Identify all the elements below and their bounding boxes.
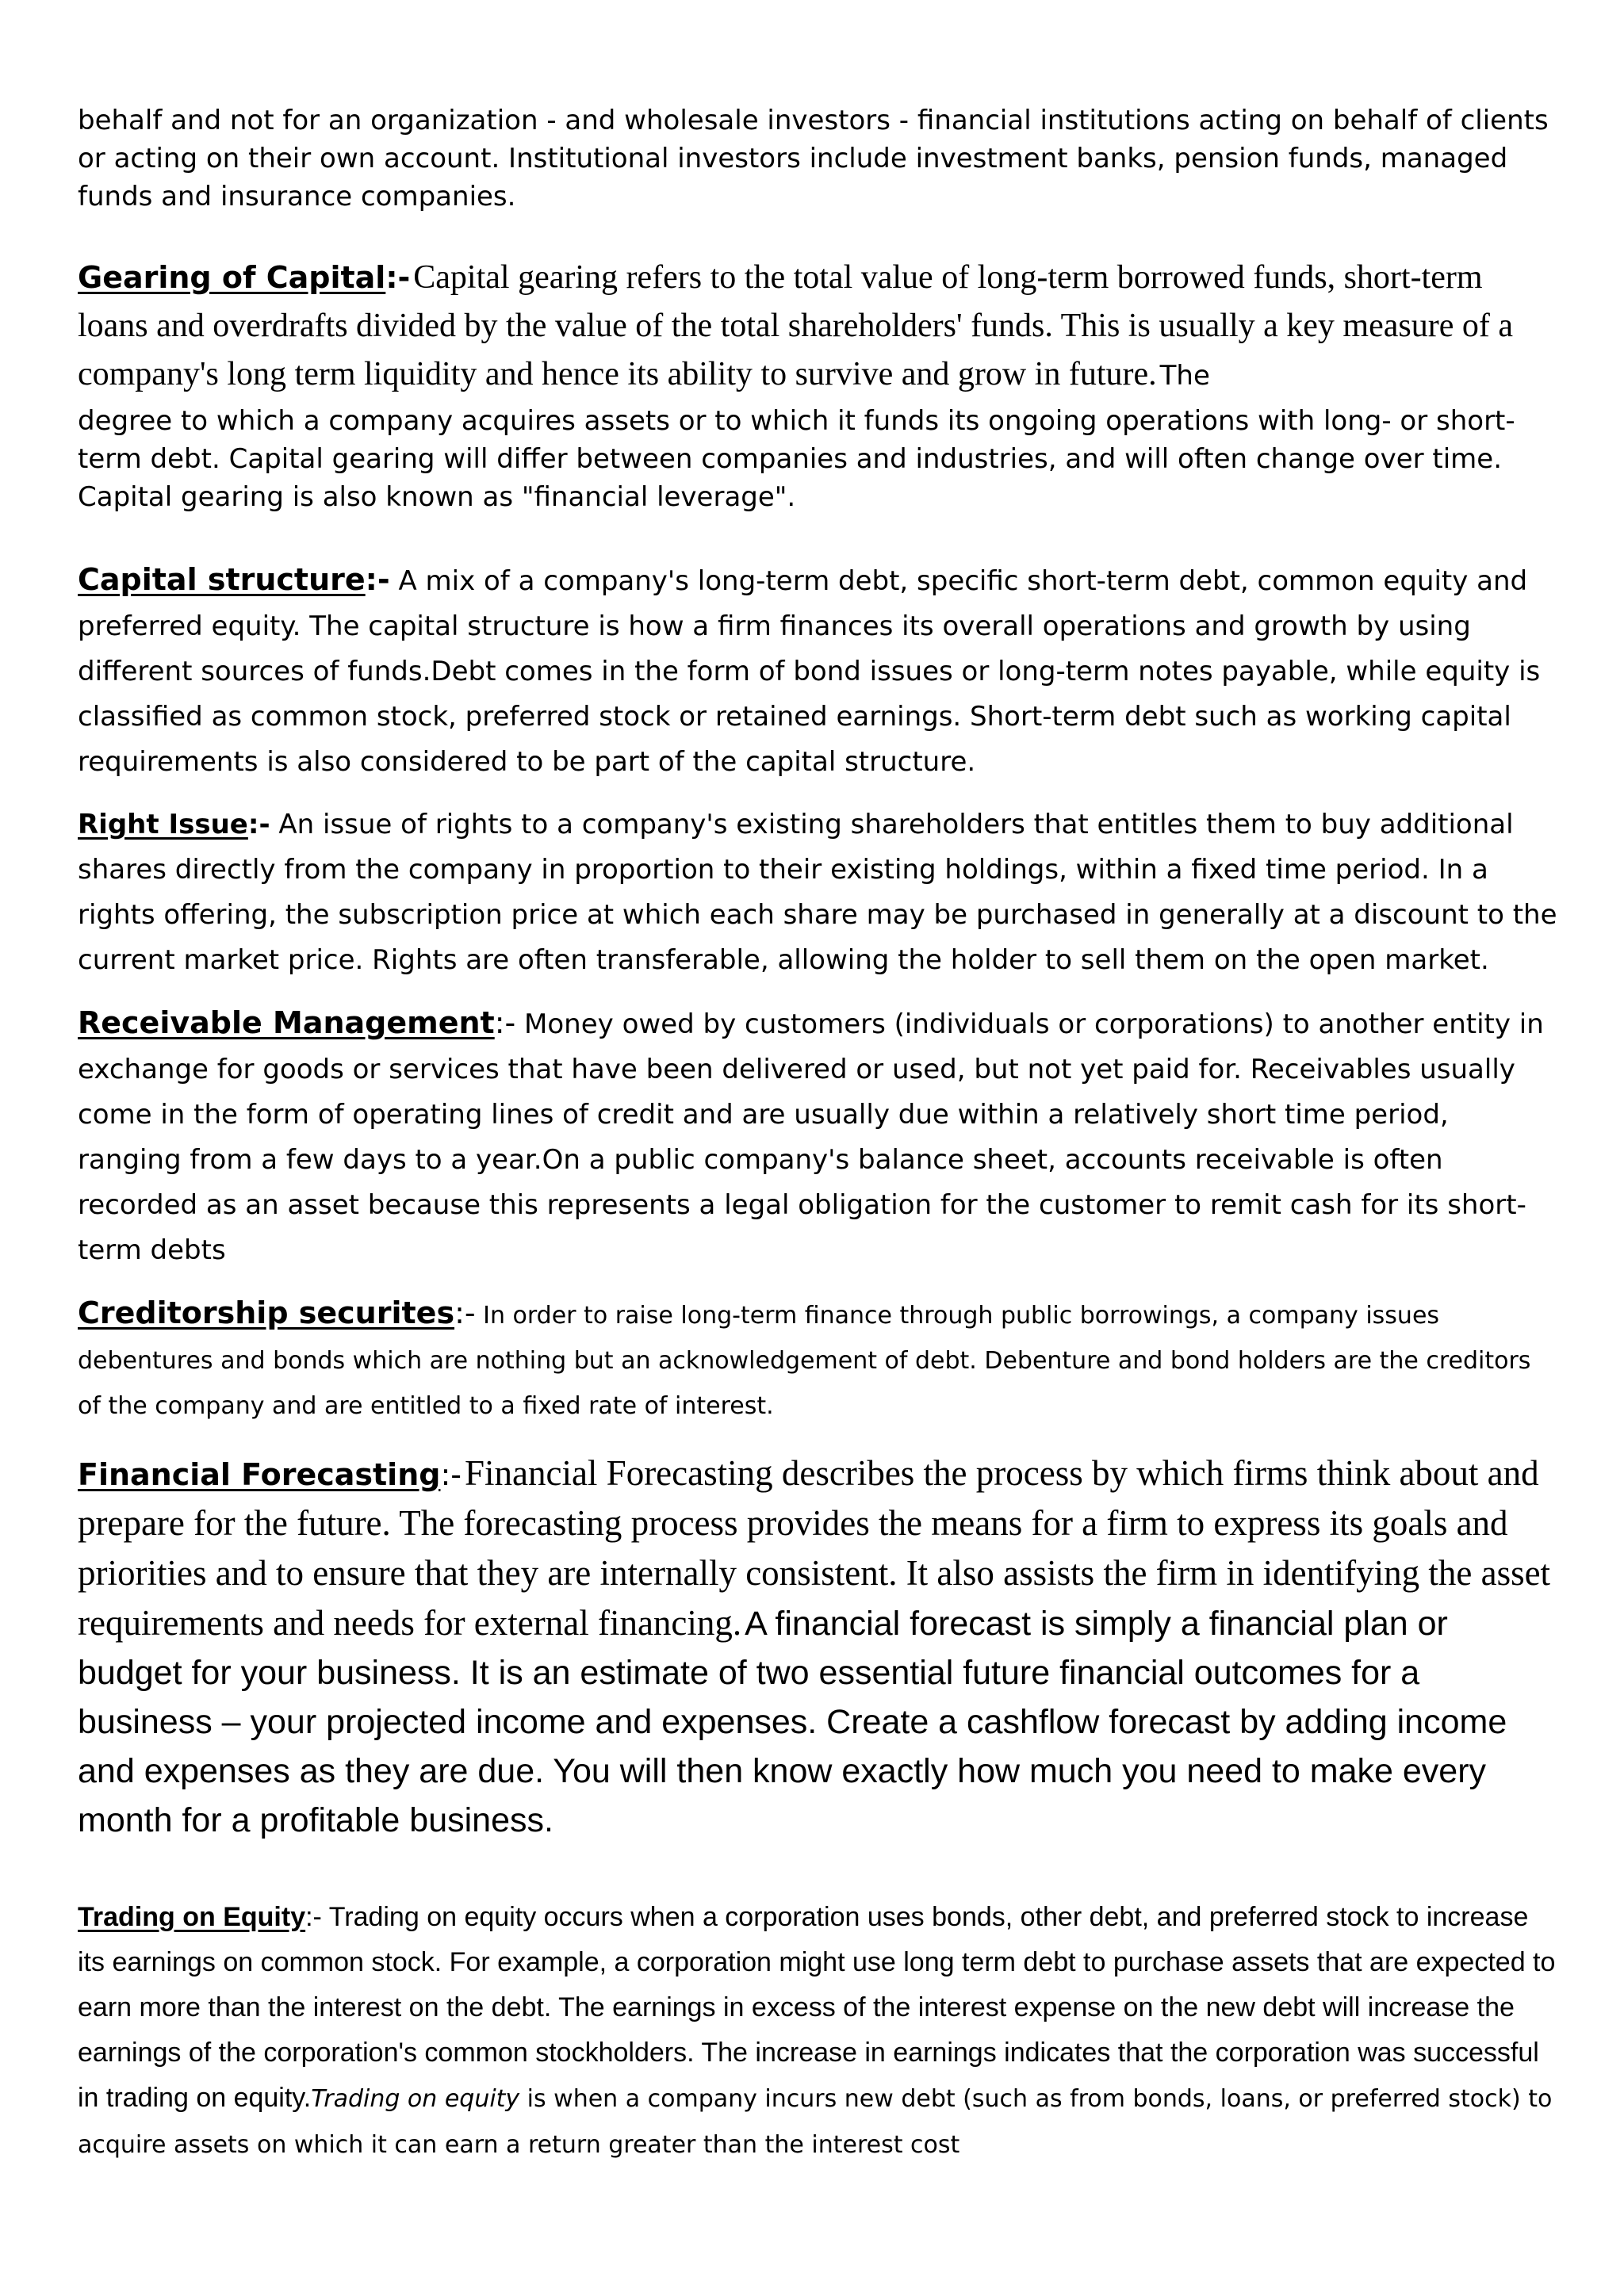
intro-paragraph — [78, 101, 1561, 216]
capital-structure-paragraph — [78, 557, 1561, 785]
right-issue-term: Right Issue — [78, 809, 248, 840]
trading-text-after: is when a company incurs new debt (such as from bonds, loans, or preferred stock) to acquire assets on which it can earn a return greater than the interest cost — [78, 2085, 1553, 2159]
receivable-term: Receivable Management — [78, 1005, 495, 1040]
right-issue-separator: :- — [247, 809, 270, 840]
capital-structure-separator: :- — [365, 562, 390, 597]
document-page — [78, 101, 1561, 2168]
trading-separator: :- — [305, 1902, 322, 1932]
intro-text: behalf and not for an organization - and wholesale investors - financial institutions acting on behalf of clients or acting on their own account. Institutional investors include investment banks, pension funds, managed funds and insurance companies. — [78, 105, 1549, 212]
trading-text: Trading on equity occurs when a corporation uses bonds, other debt, and preferred stock to increase its earnings on common stock. For example, a corporation might use long term debt to purchase assets that are expected to earn more than the interest on the debt. The earnings in excess of the interest expense on the new debt will increase the earnings of the corporation's common stockholders. The increase in earnings indicates that the corporation was successful in trading on equity. — [78, 1902, 1556, 2113]
gearing-text-tail: The — [1159, 360, 1210, 392]
receivable-text: Money owed by customers (individuals or corporations) to another entity in exchange for goods or services that have been delivered or used, but not yet paid for. Receivables usually come in the form of operating lines of credit and are usually due within a relatively short time period, ranging from a few days to a year.On a public company's balance sheet, accounts receivable is often recorded as an asset because this represents a legal obligation for the customer to remit cash for its short-term debts — [78, 1008, 1544, 1266]
right-issue-text: An issue of rights to a company's existing shareholders that entitles them to buy additional shares directly from the company in proportion to their existing holdings, within a fixed time period. In a rights offering, the subscription price at which each share may be purchased in generally at a discount to the current market price. Rights are often transferable, allowing the holder to sell them on the open market. — [78, 809, 1557, 976]
gearing-paragraph — [78, 257, 1561, 516]
forecasting-separator: :- — [440, 1457, 462, 1492]
forecasting-text-serif: Financial Forecasting describes the process by which firms think about and prepare for the future. The forecasting process provides the means for a firm to express its goals and priorities and to ensure that they are internally consistent. It also assists the firm in identifying the asset requirements and needs for external financing. — [78, 1453, 1551, 1643]
forecasting-text-sans: A financial forecast is simply a financial plan or budget for your business. It is an estimate of two essential future financial outcomes for a business – your projected income and expenses. Create a cashflow forecast by adding income and expenses as they are due. You will then know exactly how much you need to make every month for a profitable business. — [78, 1605, 1507, 1839]
gearing-text-after: degree to which a company acquires assets or to which it funds its ongoing operations with long- or short-term debt. Capital gearing will differ between companies and industries, and will often change over time. Capital gearing is also known as "financial leverage". — [78, 405, 1515, 513]
gearing-text-serif: Capital gearing refers to the total value of long-term borrowed funds, short-term loans and overdrafts divided by the value of the total shareholders' funds. This is usually a key measure of a company's long term liquidity and hence its ability to survive and grow in future. — [78, 259, 1513, 392]
trading-paragraph — [78, 1895, 1561, 2168]
trading-italic-term: Trading on equity — [311, 2085, 520, 2113]
gearing-separator: :- — [385, 260, 411, 295]
right-issue-paragraph — [78, 802, 1561, 983]
creditorship-text: In order to raise long-term finance through public borrowings, a company issues debentures and bonds which are nothing but an acknowledgement of debt. Debenture and bond holders are the creditors of the company and are entitled to a fixed rate of interest. — [78, 1302, 1531, 1420]
forecasting-term: Financial Forecasting — [78, 1457, 441, 1492]
receivable-separator: :- — [494, 1005, 516, 1040]
capital-structure-term: Capital structure — [78, 562, 366, 597]
creditorship-term: Creditorship securites — [78, 1295, 455, 1330]
gearing-term: Gearing of Capital — [78, 260, 386, 295]
creditorship-separator: :- — [454, 1295, 476, 1330]
capital-structure-text: A mix of a company's long-term debt, specific short-term debt, common equity and preferred equity. The capital structure is how a firm finances its overall operations and growth by using different sources of funds.Debt comes in the form of bond issues or long-term notes payable, while equity is classified as common stock, preferred stock or retained earnings. Short-term debt such as working capital requirements is also considered to be part of the capital structure. — [78, 565, 1541, 778]
trading-term: Trading on Equity — [78, 1902, 306, 1932]
forecasting-paragraph — [78, 1452, 1561, 1849]
creditorship-paragraph — [78, 1291, 1561, 1429]
receivable-paragraph — [78, 1001, 1561, 1273]
